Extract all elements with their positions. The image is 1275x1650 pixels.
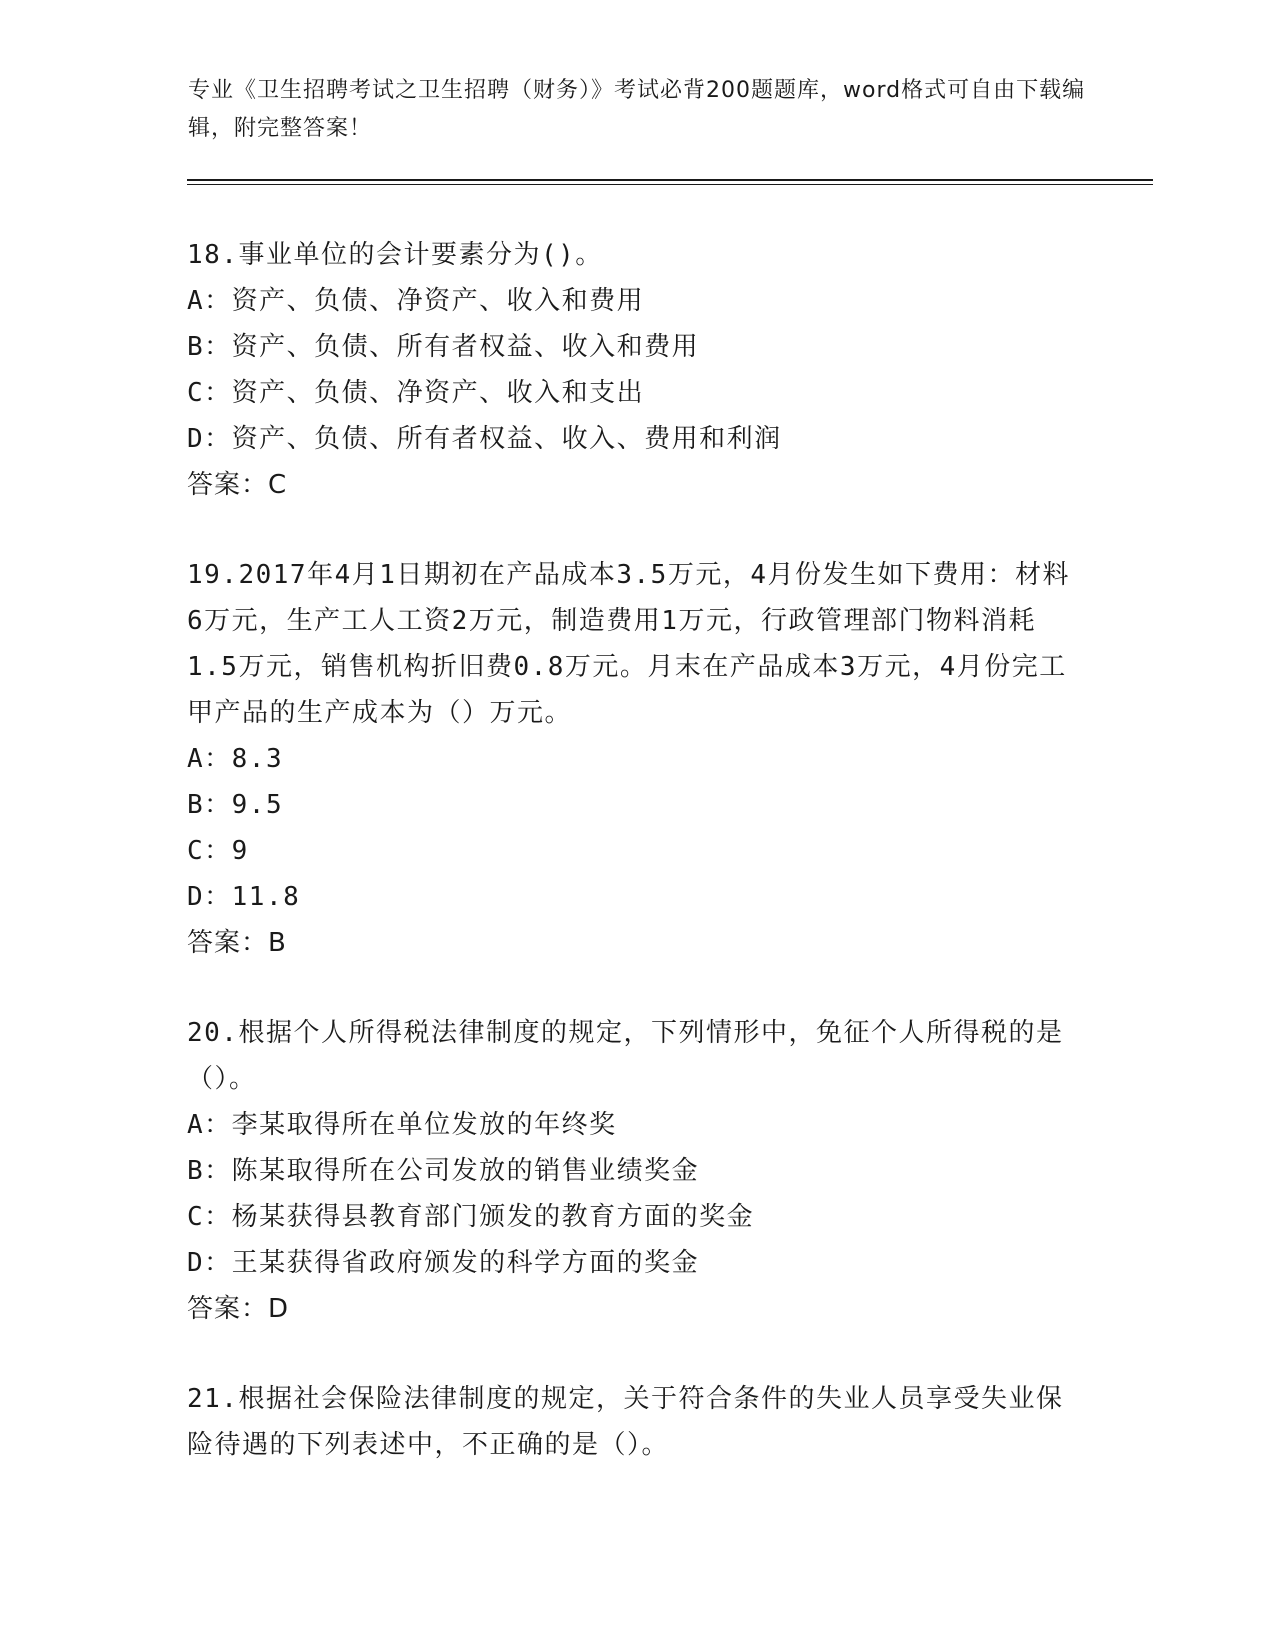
question-stem: 19.2017年4月1日期初在产品成本3.5万元，4月份发生如下费用：材料6万元，生产工人工资2万元，制造费用1万元，行政管理部门物料消耗1.5万元，销售机构折旧费0.8万元。月末在产品成本3万元，4月份完工甲产品的生产成本为（）万元。 xyxy=(187,560,1070,728)
document-header: 专业《卫生招聘考试之卫生招聘（财务）》考试必背200题题库，word格式可自由下载编辑，附完整答案！ xyxy=(188,78,1086,141)
option-d: D：资产、负债、所有者权益、收入、费用和利润 xyxy=(187,424,782,454)
header-divider-thick xyxy=(187,179,1153,181)
header-divider-thin xyxy=(187,184,1153,185)
option-b: B：陈某取得所在公司发放的销售业绩奖金 xyxy=(187,1156,700,1186)
option-d: D：11.8 xyxy=(187,882,301,912)
question-stem: 20.根据个人所得税法律制度的规定，下列情形中，免征个人所得税的是（）。 xyxy=(187,1018,1064,1094)
answer-line: 答案：C xyxy=(187,470,288,500)
question-20 xyxy=(187,1010,1087,1332)
question-19 xyxy=(187,552,1087,966)
answer-line: 答案：D xyxy=(187,1294,290,1324)
question-21 xyxy=(187,1376,1087,1468)
answer-line: 答案：B xyxy=(187,928,287,958)
question-list xyxy=(187,232,1087,1468)
option-a: A：8.3 xyxy=(187,744,284,774)
question-stem: 21.根据社会保险法律制度的规定，关于符合条件的失业人员享受失业保险待遇的下列表述中，不正确的是（）。 xyxy=(187,1384,1064,1460)
option-b: B：9.5 xyxy=(187,790,284,820)
option-c: C：杨某获得县教育部门颁发的教育方面的奖金 xyxy=(187,1202,755,1232)
option-a: A：资产、负债、净资产、收入和费用 xyxy=(187,286,645,316)
option-d: D：王某获得省政府颁发的科学方面的奖金 xyxy=(187,1248,700,1278)
option-c: C：9 xyxy=(187,836,249,866)
option-c: C：资产、负债、净资产、收入和支出 xyxy=(187,378,645,408)
question-stem: 18.事业单位的会计要素分为()。 xyxy=(187,240,603,270)
option-a: A：李某取得所在单位发放的年终奖 xyxy=(187,1110,617,1140)
question-18 xyxy=(187,232,1087,508)
option-b: B：资产、负债、所有者权益、收入和费用 xyxy=(187,332,700,362)
